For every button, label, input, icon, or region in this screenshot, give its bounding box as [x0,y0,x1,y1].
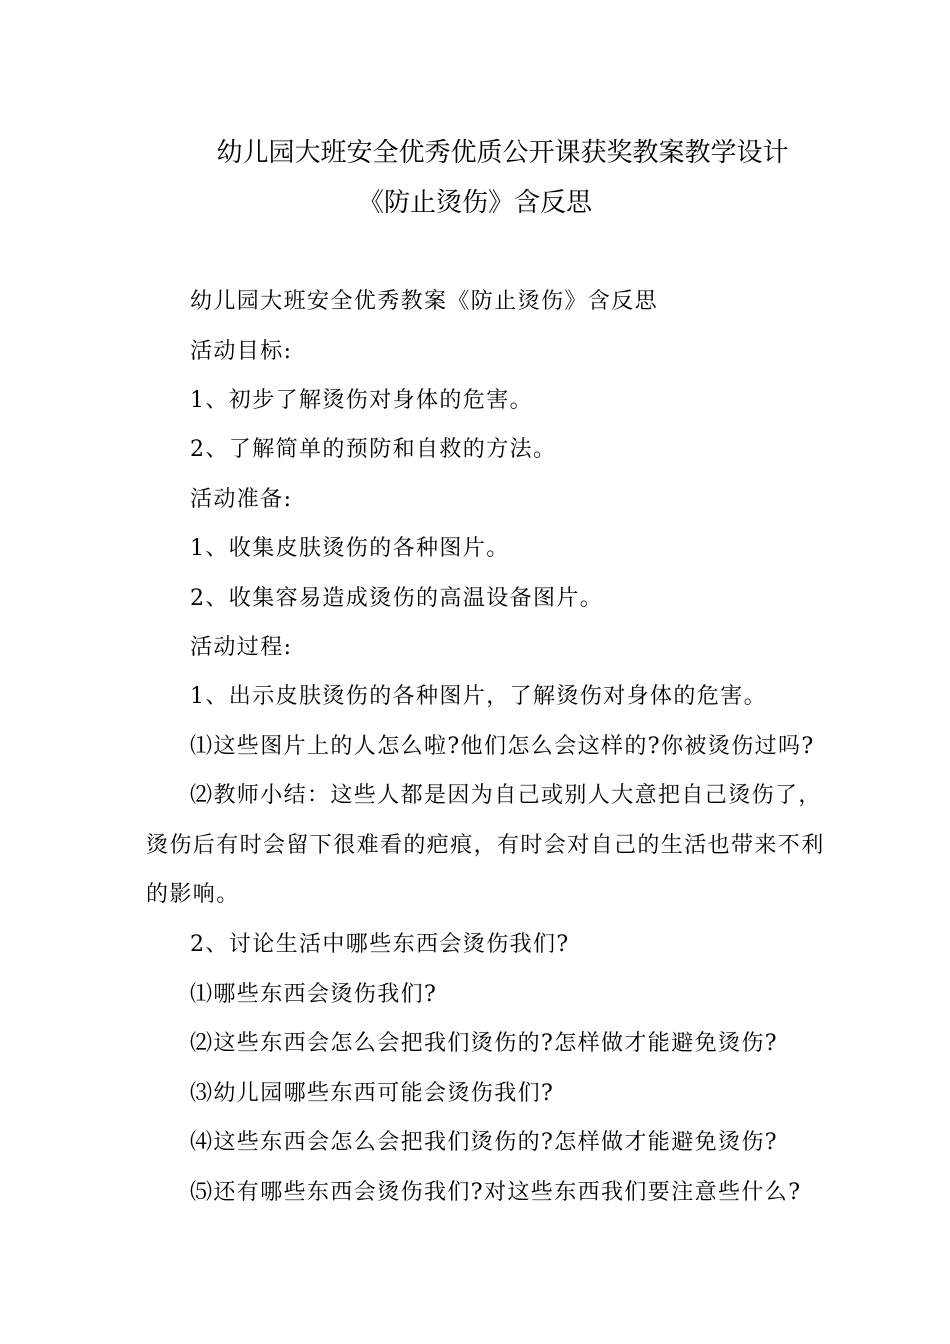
process-step-1-question-1: ⑴这些图片上的人怎么啦?他们怎么会这样的?你被烫伤过吗? [190,734,815,759]
process-step-1-summary-end: 的影响。 [146,882,240,907]
process-step-2-question-4: ⑷这些东西会怎么会把我们烫伤的?怎样做才能避免烫伤? [190,1130,778,1155]
preparation-item-1: 1、收集皮肤烫伤的各种图片。 [190,536,510,561]
document-title-line-1: 幼儿园大班安全优秀优质公开课获奖教案教学设计 [216,138,789,168]
heading-activity-process: 活动过程: [190,635,293,660]
process-step-1: 1、出示皮肤烫伤的各种图片，了解烫伤对身体的危害。 [190,684,767,709]
process-step-1-summary-cont: 烫伤后有时会留下很难看的疤痕，有时会对自己的生活也带来不利 [146,833,825,858]
goal-item-1: 1、初步了解烫伤对身体的危害。 [190,388,533,413]
heading-activity-preparation: 活动准备: [190,487,293,512]
paragraph-doc-name: 幼儿园大班安全优秀教案《防止烫伤》含反思 [190,289,659,314]
process-step-1-summary: ⑵教师小结：这些人都是因为自己或别人大意把自己烫伤了， [190,783,822,808]
process-step-2-question-5: ⑸还有哪些东西会烫伤我们?对这些东西我们要注意些什么? [190,1180,802,1205]
document-title-line-2: 《防止烫伤》含反思 [357,188,592,218]
heading-activity-goals: 活动目标: [190,339,293,364]
process-step-2: 2、讨论生活中哪些东西会烫伤我们? [190,932,570,957]
process-step-2-question-1: ⑴哪些东西会烫伤我们? [190,982,438,1007]
process-step-2-question-3: ⑶幼儿园哪些东西可能会烫伤我们? [190,1081,555,1106]
goal-item-2: 2、了解简单的预防和自救的方法。 [190,437,557,462]
preparation-item-2: 2、收集容易造成烫伤的高温设备图片。 [190,586,604,611]
process-step-2-question-2: ⑵这些东西会怎么会把我们烫伤的?怎样做才能避免烫伤? [190,1031,778,1056]
